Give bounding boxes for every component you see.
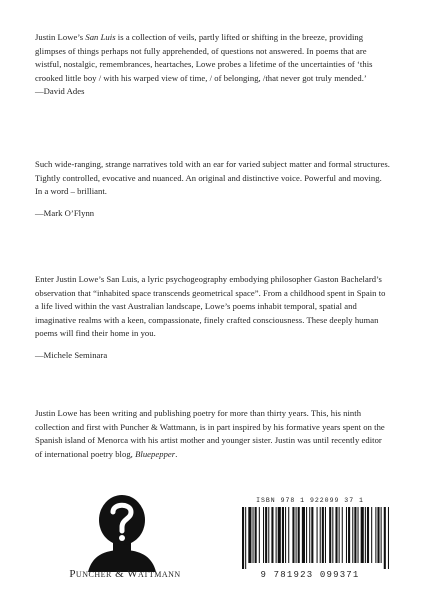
blog-title: Bluepepper (135, 448, 176, 459)
barcode-bar (242, 507, 244, 569)
barcode-bars (240, 507, 390, 569)
publisher-name: Puncher & Wattmann (69, 568, 181, 580)
barcode-bar (354, 507, 356, 563)
barcode-bar (245, 507, 246, 569)
author-bio (35, 407, 390, 461)
barcode-bar (311, 507, 313, 563)
barcode-bar (309, 507, 310, 563)
book-title: San Luis (85, 32, 116, 42)
barcode-bar (325, 507, 326, 563)
review-seminara-attribution: —Michele Seminara (35, 349, 108, 360)
barcode-bar (339, 507, 340, 563)
barcode-bar (253, 507, 254, 563)
barcode-bar (296, 507, 297, 563)
question-mark-head-icon (82, 490, 162, 574)
barcode-bar (271, 507, 273, 563)
barcode-bar (342, 507, 343, 563)
barcode-bar (332, 507, 333, 563)
barcode-bar (329, 507, 331, 563)
barcode-bar (322, 507, 324, 563)
barcode-bar (255, 507, 257, 563)
barcode-bar (265, 507, 267, 563)
barcode-bar (276, 507, 277, 563)
author-bio-text: Justin Lowe has been writing and publishing poetry for more than thirty years. This, his ninth collection and first with Puncher & Wattmann, is in part inspired by his formative years spent on the Spanish island of Menorca with his artist mother and younger sister. Justin was until recently editor of international poetry blog, Bluepepper. (35, 408, 385, 459)
barcode-bar (320, 507, 321, 563)
barcode-bar (358, 507, 359, 563)
barcode-bar (377, 507, 379, 563)
isbn-number: 9 781923 099371 (260, 570, 360, 580)
barcode-bar (263, 507, 264, 563)
barcode-bar (371, 507, 372, 563)
barcode-bar (288, 507, 289, 563)
review-ades-attribution: —David Ades (35, 86, 85, 97)
review-seminara (35, 273, 390, 363)
barcode-bar (352, 507, 353, 563)
barcode-bar (292, 507, 294, 563)
isbn-label: ISBN 978 1 922099 37 1 (256, 497, 364, 504)
barcode-bar (388, 507, 389, 569)
review-seminara-text: Enter Justin Lowe’s San Luis, a lyric psychogeography embodying philosopher Gaston Bachelard’s observation that “inhabited space transcends geometrical space”. From a childhood spent in Spain to a life lived within the vast Australian landscape, Lowe’s poems inhabit temporal, spatial and imaginative realms with a keen, compassionate, finely crafted consciousness. These deeply human poems will find their home in you. (35, 274, 386, 339)
barcode-bar (278, 507, 281, 563)
barcode-bar (365, 507, 366, 563)
barcode-bar (259, 507, 260, 563)
barcode-bar (282, 507, 284, 563)
barcode (230, 497, 390, 589)
barcode-bar (298, 507, 300, 563)
barcode-bar (317, 507, 318, 563)
barcode-bar (335, 507, 337, 563)
barcode-bar (367, 507, 369, 563)
barcode-bar (361, 507, 364, 563)
barcode-bar (302, 507, 305, 563)
barcode-bar (381, 507, 382, 563)
review-ades-text: Justin Lowe’s San Luis is a collection of veils, partly lifted or shifting in the breeze, providing glimpses of things perhaps not fully apprehended, of questions not answered. In poems that are wistful, nostalgic, remembrances, heartaches, Lowe probes a lifetime of the uncertainties of ‘this crooked little boy / with his warped view of time, / of belonging, /that never got truly mended.’ (35, 32, 373, 83)
barcode-bar (346, 507, 347, 563)
review-ades (35, 31, 390, 99)
barcode-bar (285, 507, 286, 563)
review-oflynn (35, 158, 390, 220)
barcode-bar (348, 507, 350, 563)
barcode-bar (306, 507, 307, 563)
review-oflynn-attribution: —Mark O’Flynn (35, 207, 95, 218)
review-oflynn-text: Such wide-ranging, strange narratives told with an ear for varied subject matter and formal structures. Tightly controlled, evocative and nuanced. An original and distinctive voice. Powerful and moving. In a word – brilliant. (35, 159, 390, 197)
barcode-bar (268, 507, 269, 563)
barcode-bar (384, 507, 386, 569)
barcode-bar (375, 507, 376, 563)
barcode-bar (248, 507, 251, 563)
